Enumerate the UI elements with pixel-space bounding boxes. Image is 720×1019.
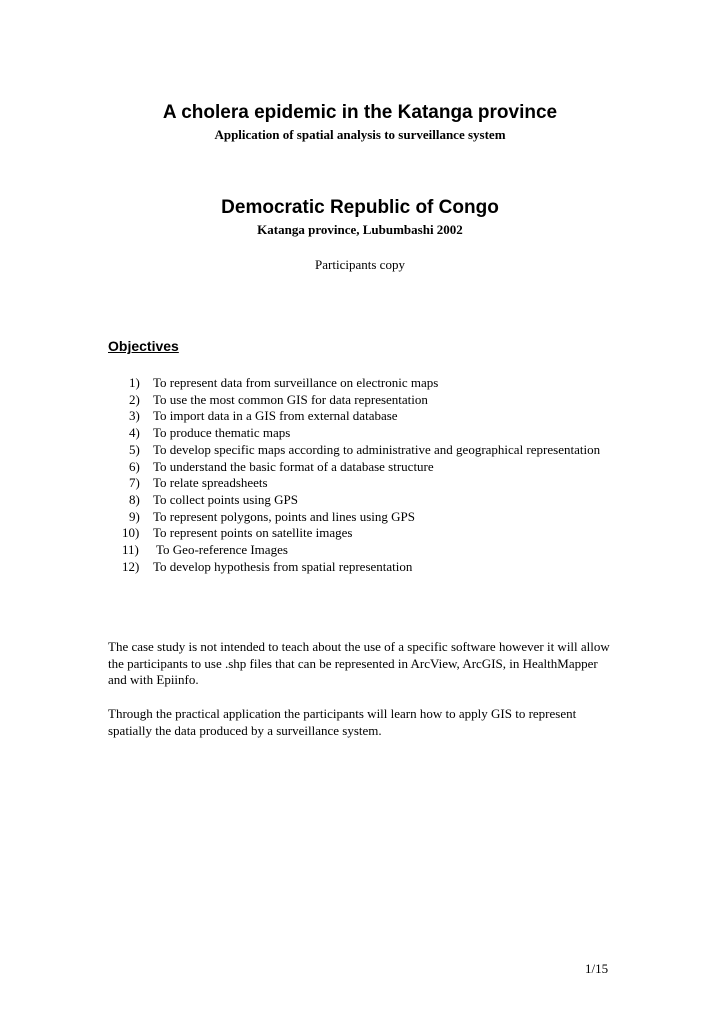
- list-item-number: 8): [129, 491, 140, 507]
- list-item-number: 10): [122, 525, 140, 541]
- list-item-number: 7): [129, 475, 140, 491]
- list-item-number: 3): [129, 408, 140, 424]
- copy-label: Participants copy: [315, 257, 405, 272]
- list-item-text: To produce thematic maps: [153, 425, 291, 441]
- list-item-text: To develop hypothesis from spatial representation: [153, 558, 413, 574]
- list-item-text: To develop specific maps according to administrative and geographical representation: [153, 441, 601, 457]
- objectives-heading: Objectives: [108, 338, 179, 354]
- list-item: [108, 525, 608, 542]
- list-item-number: 1): [129, 375, 140, 390]
- list-item-text: To import data in a GIS from external database: [153, 408, 398, 424]
- list-item-text: To use the most common GIS for data representation: [153, 391, 428, 407]
- document-title: A cholera epidemic in the Katanga province: [162, 102, 558, 123]
- list-item-number: 4): [129, 425, 140, 441]
- list-item: [108, 509, 608, 526]
- list-item: [108, 475, 608, 492]
- list-item: [108, 542, 608, 559]
- objectives-list: [108, 375, 608, 575]
- list-item: [108, 408, 608, 425]
- list-item-number: 5): [129, 441, 140, 457]
- list-item-number: 11): [122, 542, 139, 558]
- country-heading: Democratic Republic of Congo: [221, 197, 499, 218]
- list-item: [108, 459, 608, 476]
- page-number: 1/15: [585, 961, 609, 976]
- list-item-text: To represent points on satellite images: [153, 525, 353, 541]
- list-item-number: 6): [129, 458, 140, 474]
- document-subtitle: Application of spatial analysis to surveillance system: [214, 127, 506, 142]
- list-item: [108, 442, 608, 459]
- list-item-number: 12): [122, 558, 140, 574]
- list-item-text: To relate spreadsheets: [153, 475, 268, 491]
- list-item-number: 2): [129, 391, 140, 407]
- list-item-text: To collect points using GPS: [153, 491, 298, 507]
- list-item: [108, 492, 608, 509]
- intro-paragraph: The case study is not intended to teach about the use of a specific software however it will allow the participants to use .shp files that can be represented in ArcView, ArcGIS, in HealthMapper and with Epiinfo.: [108, 639, 610, 688]
- list-item: [108, 392, 608, 409]
- list-item: [108, 425, 608, 442]
- list-item-text: To represent polygons, points and lines using GPS: [153, 508, 415, 524]
- list-item-text: To Geo-reference Images: [156, 542, 288, 558]
- list-item: [108, 375, 608, 392]
- list-item-text: To understand the basic format of a database structure: [153, 458, 434, 474]
- list-item-text: To represent data from surveillance on electronic maps: [153, 375, 439, 390]
- list-item: [108, 559, 608, 576]
- list-item-number: 9): [129, 508, 140, 524]
- location-line: Katanga province, Lubumbashi 2002: [257, 222, 463, 237]
- learning-paragraph: Through the practical application the participants will learn how to apply GIS to represent spatially the data produced by a surveillance system.: [108, 706, 577, 738]
